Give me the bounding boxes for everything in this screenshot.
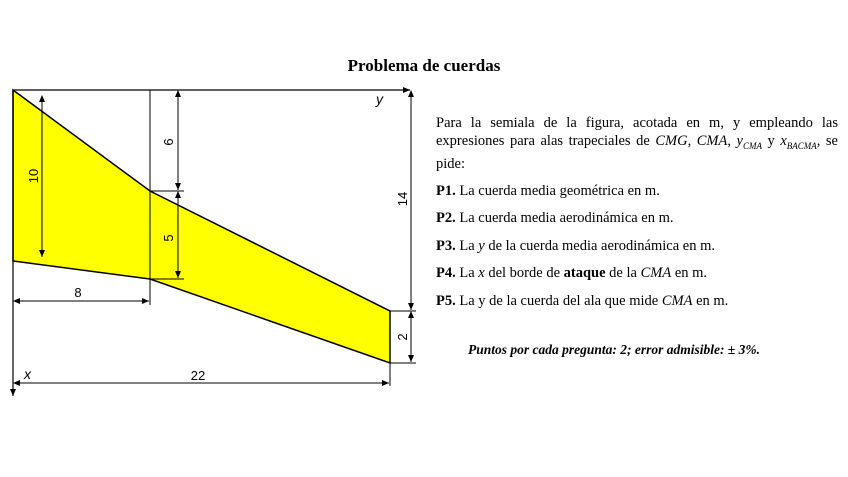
score-note: Puntos por cada pregunta: 2; error admisible: ± 3%. — [468, 342, 761, 357]
question-p1: P1. La cuerda media geométrica en m. — [436, 182, 660, 199]
question-p3: P3. La y de la cuerda media aerodinámica en m. — [436, 237, 715, 254]
page-title: Problema de cuerdas — [347, 56, 501, 75]
question-p4: P4. La x del borde de ataque de la CMA en m. — [436, 265, 708, 282]
intro-paragraph: Para la semiala de la figura, acotada en m, y empleando las expresiones para alas trapeciales de CMG, CMA, $y_{CMA}$ y $x_{BACMA}$, se pide: — [436, 115, 838, 172]
kink-offset-label: 6 — [161, 138, 176, 146]
problem-statement — [436, 114, 838, 319]
kink-chord-label: 5 — [161, 234, 176, 242]
question-p2: P2. La cuerda media aerodinámica en m. — [436, 210, 674, 227]
total-length-label: 22 — [190, 368, 206, 383]
tip-chord-label: 2 — [395, 333, 410, 341]
y-axis-label: y — [376, 91, 383, 107]
wing-planform-diagram — [0, 0, 430, 420]
inner-span-label: 8 — [74, 285, 82, 300]
root-chord-label: 10 — [26, 168, 41, 184]
x-axis-label: x — [24, 366, 31, 382]
span-label: 14 — [395, 191, 410, 207]
question-p5: P5. La y de la cuerda del ala que mide CMA en m. — [436, 292, 729, 309]
wing-planform — [13, 90, 390, 363]
